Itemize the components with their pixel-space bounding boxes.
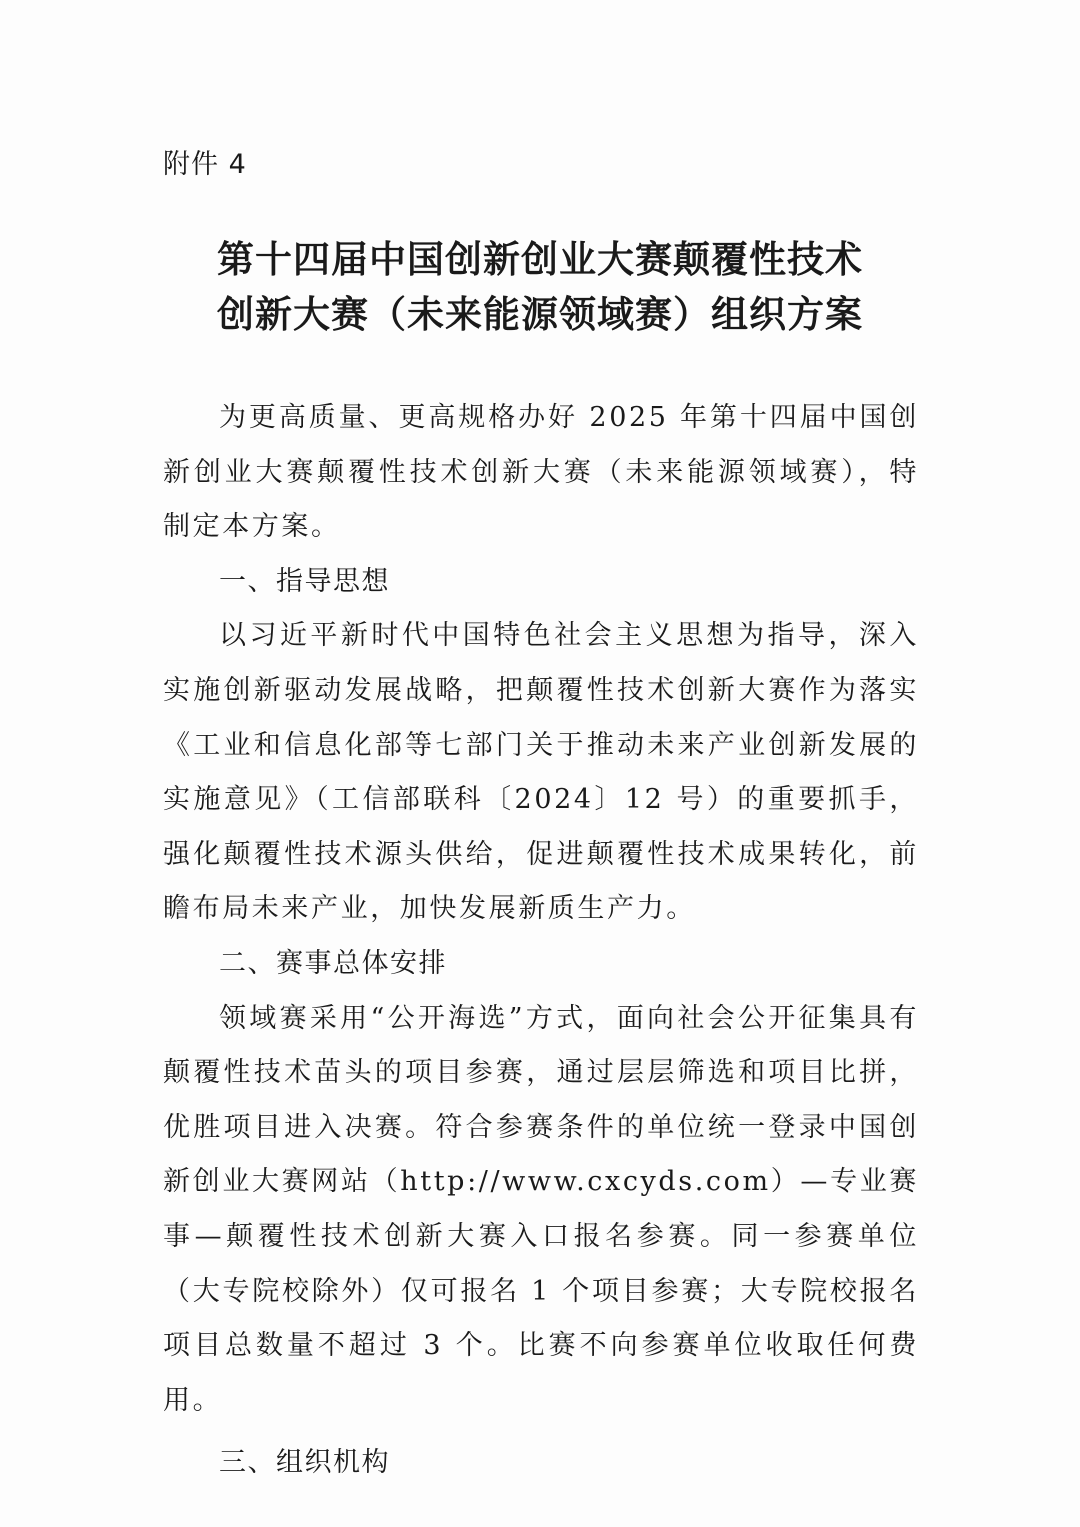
intro-paragraph: 为更高质量、更高规格办好 2025 年第十四届中国创新创业大赛颠覆性技术创新大赛（未来能源领域赛），特制定本方案。	[163, 402, 919, 543]
document-title-line-2: 创新大赛（未来能源领域赛）组织方案	[217, 293, 863, 336]
attachment-label: 附件 4	[163, 149, 247, 180]
section-heading-overall-arrangement: 二、赛事总体安排	[219, 947, 447, 979]
section-spacer	[163, 1428, 919, 1436]
section-paragraph-overall-arrangement: 领域赛采用“公开海选”方式，面向社会公开征集具有颠覆性技术苗头的项目参赛，通过层层筛选和项目比拼，优胜项目进入决赛。符合参赛条件的单位统一登录中国创新创业大赛网站（http://www.cxcyds.com）—专业赛事—颠覆性技术创新大赛入口报名参赛。同一参赛单位（大专院校除外）仅可报名 1 个项目参赛；大专院校报名项目总数量不超过 3 个。比赛不向参赛单位收取任何费用。	[163, 1002, 919, 1416]
document-title-line-1: 第十四届中国创新创业大赛颠覆性技术	[217, 238, 863, 281]
section-heading-guiding-principle: 一、指导思想	[219, 565, 390, 597]
section-paragraph-guiding-principle: 以习近平新时代中国特色社会主义思想为指导，深入实施创新驱动发展战略，把颠覆性技术创新大赛作为落实《工业和信息化部等七部门关于推动未来产业创新发展的实施意见》（工信部联科〔2024〕12 号）的重要抓手，强化颠覆性技术源头供给，促进颠覆性技术成果转化，前瞻布局未来产业，加快发展新质生产力。	[163, 620, 919, 925]
document-body	[163, 391, 919, 1491]
document-title	[150, 232, 930, 342]
section-heading-organization: 三、组织机构	[219, 1447, 390, 1479]
